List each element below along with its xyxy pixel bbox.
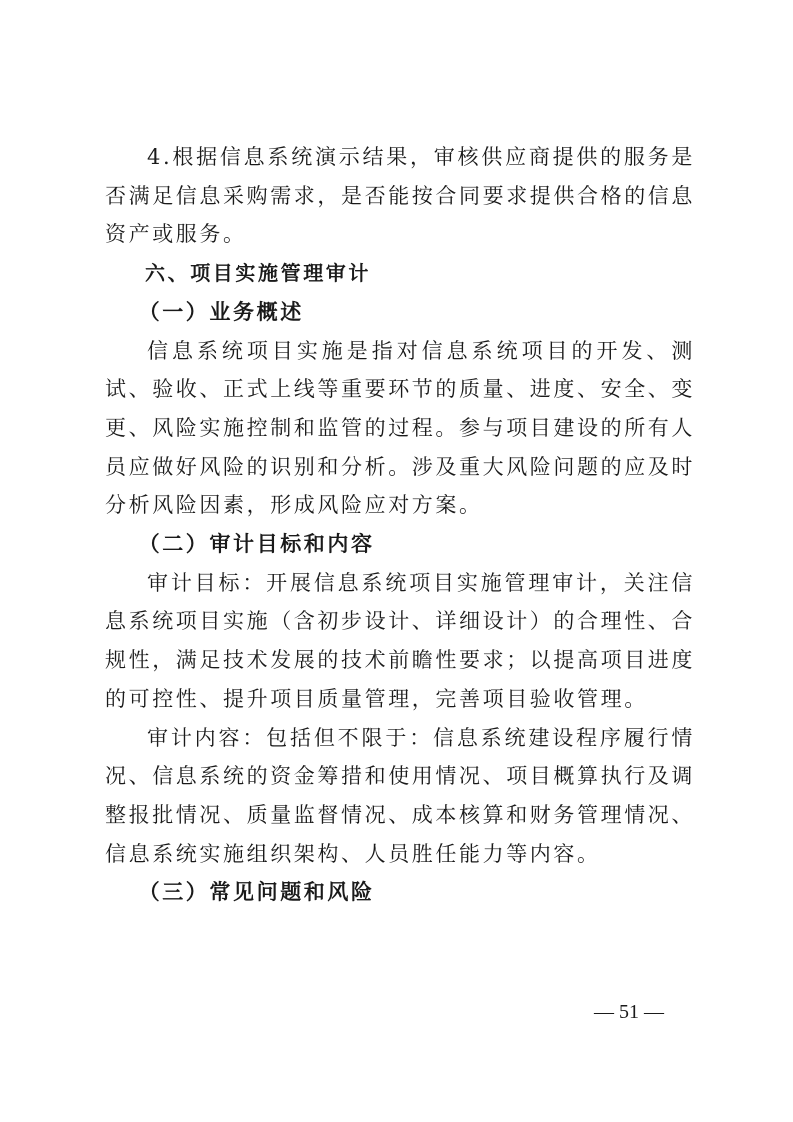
paragraph-item-4: 4.根据信息系统演示结果，审核供应商提供的服务是否满足信息采购需求，是否能按合同要求提供合格的信息资产或服务。: [105, 145, 695, 247]
paragraph-audit-content: 审计内容：包括但不限于：信息系统建设程序履行情况、信息系统的资金筹措和使用情况、项目概算执行及调整报批情况、质量监督情况、成本核算和财务管理情况、信息系统实施组织架构、人员胜任能力等内容。: [105, 725, 695, 866]
paragraph-overview: 信息系统项目实施是指对信息系统项目的开发、测试、验收、正式上线等重要环节的质量、进度、安全、变更、风险实施控制和监管的过程。参与项目建设的所有人员应做好风险的识别和分析。涉及重大风险问题的应及时分析风险因素，形成风险应对方案。: [105, 338, 695, 518]
paragraph-audit-objectives: 审计目标：开展信息系统项目实施管理审计，关注信息系统项目实施（含初步设计、详细设计）的合理性、合规性，满足技术发展的技术前瞻性要求；以提高项目进度的可控性、提升项目质量管理，完善项目验收管理。: [105, 570, 695, 711]
document-body: [105, 138, 695, 912]
subsection-heading-overview: （一）业务概述: [138, 298, 304, 324]
section-heading-6: 六、项目实施管理审计: [145, 261, 371, 286]
subsection-heading-risks: （三）常见问题和风险: [138, 879, 375, 905]
subsection-heading-objectives: （二）审计目标和内容: [138, 531, 375, 557]
page-number: — 51 —: [594, 1001, 664, 1023]
